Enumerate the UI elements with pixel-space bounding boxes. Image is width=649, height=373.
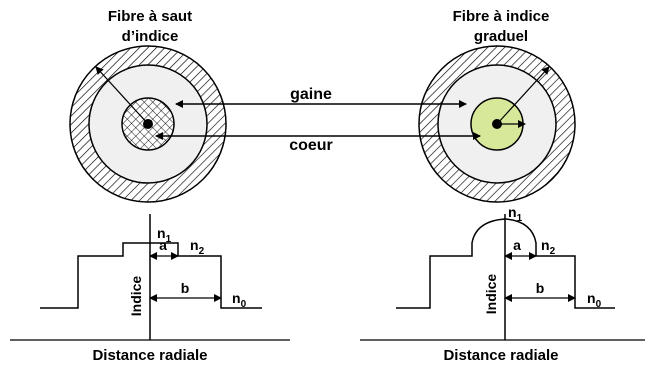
step-index-profile <box>10 214 290 364</box>
left-ylabel: Indice <box>128 275 144 317</box>
right-b-label: b <box>535 280 545 296</box>
core-label: coeur <box>289 137 333 154</box>
left-n2-subscript: 2 <box>198 246 205 257</box>
graded-index-fiber-cross-section <box>419 46 575 202</box>
left-title-line1: Fibre à saut <box>107 8 193 25</box>
right-n1-label: $n_1$ <box>508 204 523 224</box>
right-xlabel: Distance radiale <box>443 347 559 364</box>
cladding-label: gaine <box>290 86 332 103</box>
right-n2-label: $n_2$ <box>541 237 556 257</box>
right-title-line1: Fibre à indice <box>452 8 550 25</box>
left-n0-subscript: 0 <box>240 299 247 310</box>
right-n2-subscript: 2 <box>549 246 556 257</box>
right-n1-subscript: 1 <box>516 213 523 224</box>
left-n0-label: $n_0$ <box>232 290 247 310</box>
right-title-line2: graduel <box>473 28 529 45</box>
step-index-fiber-cross-section <box>70 46 226 202</box>
left-n2-label: $n_2$ <box>190 237 205 257</box>
left-n1-label: $n_1$ <box>157 225 172 245</box>
right-a-label: a <box>513 237 521 253</box>
left-b-label: b <box>180 280 190 296</box>
right-ylabel: Indice <box>483 273 499 315</box>
left-n1-subscript: 1 <box>165 234 172 245</box>
right-n0-label: $n_0$ <box>587 290 602 310</box>
left-title-line2: d’indice <box>121 28 179 45</box>
left-a-label: a <box>159 237 167 253</box>
right-n0-subscript: 0 <box>595 299 602 310</box>
left-xlabel: Distance radiale <box>92 347 208 364</box>
graded-index-profile <box>360 204 645 364</box>
